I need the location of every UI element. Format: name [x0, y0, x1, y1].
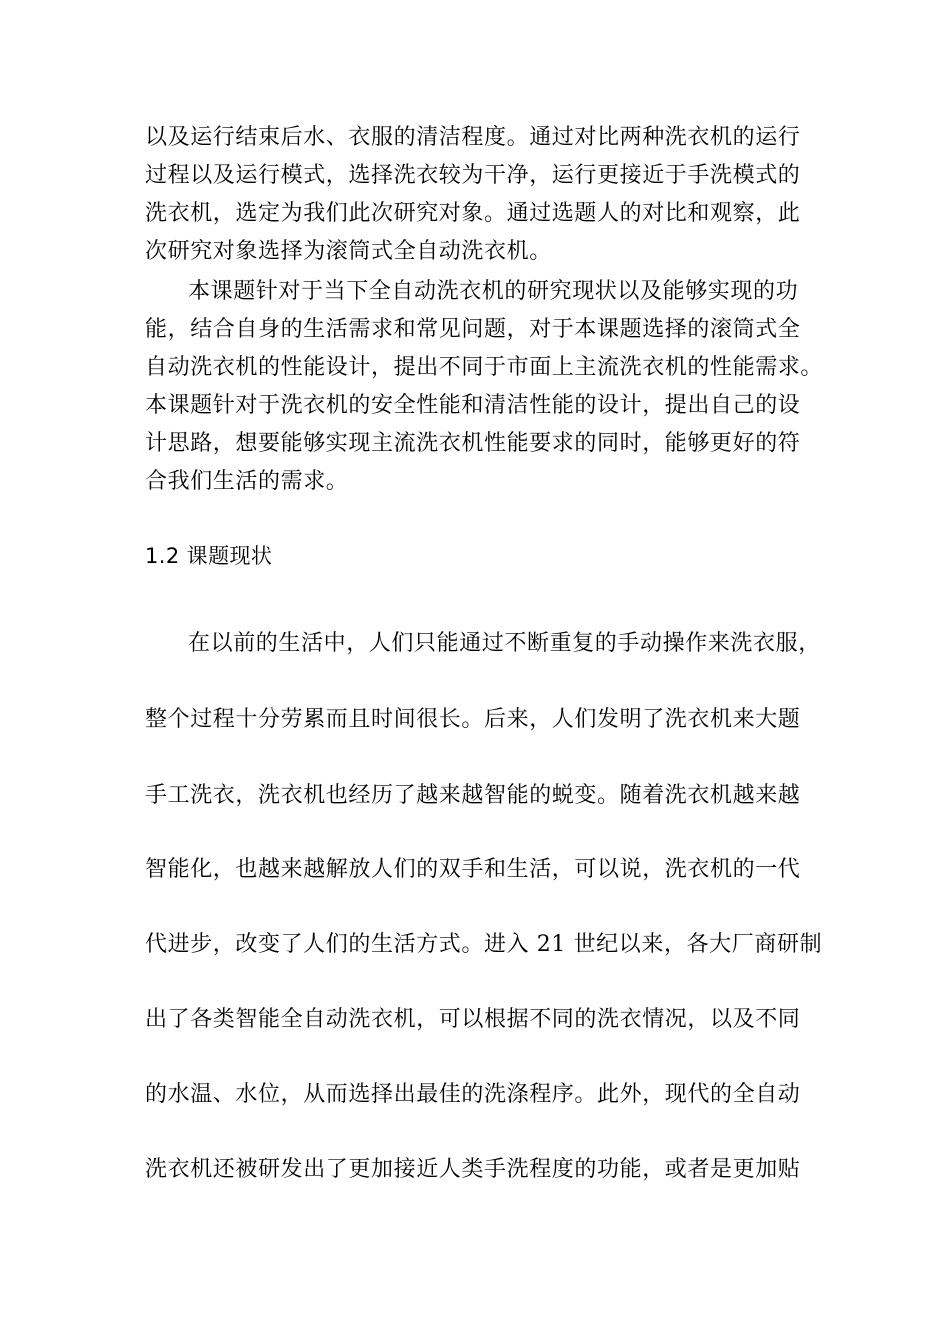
paragraph-2-line-5: 计思路，想要能够实现主流洗衣机性能要求的同时，能够更好的符 [145, 431, 801, 456]
paragraph-3-line-5: 代进步，改变了人们的生活方式。进入 21 世纪以来，各大厂商研制 [145, 932, 823, 957]
paragraph-3-line-6: 出了各类智能全自动洗衣机，可以根据不同的洗衣情况，以及不同 [145, 1007, 801, 1032]
paragraph-3-line-7: 的水温、水位，从而选择出最佳的洗涤程序。此外，现代的全自动 [145, 1082, 801, 1107]
paragraph-3-line-8: 洗衣机还被研发出了更加接近人类手洗程度的功能，或者是更加贴 [145, 1157, 801, 1182]
paragraph-3-line-1: 在以前的生活中，人们只能通过不断重复的手动操作来洗衣服， [188, 631, 821, 656]
paragraph-1-line-4: 次研究对象选择为滚筒式全自动洗衣机。 [145, 239, 552, 264]
paragraph-1-line-2: 过程以及运行模式，选择洗衣较为干净，运行更接近于手洗模式的 [145, 163, 801, 188]
section-heading: 1.2 课题现状 [145, 544, 273, 568]
paragraph-2-line-1: 本课题针对于当下全自动洗衣机的研究现状以及能够实现的功 [188, 279, 799, 304]
paragraph-3-line-2: 整个过程十分劳累而且时间很长。后来，人们发明了洗衣机来大题 [145, 707, 801, 732]
paragraph-2-line-2: 能，结合自身的生活需求和常见问题，对于本课题选择的滚筒式全 [145, 317, 801, 342]
paragraph-1-line-1: 以及运行结束后水、衣服的清洁程度。通过对比两种洗衣机的运行 [145, 125, 801, 150]
paragraph-3-line-3: 手工洗衣，洗衣机也经历了越来越智能的蜕变。随着洗衣机越来越 [145, 783, 801, 808]
paragraph-2-line-3: 自动洗衣机的性能设计，提出不同于市面上主流洗衣机的性能需求。 [145, 355, 824, 380]
paragraph-2-line-4: 本课题针对于洗衣机的安全性能和清洁性能的设计，提出自己的设 [145, 393, 801, 418]
paragraph-1-line-3: 洗衣机，选定为我们此次研究对象。通过选题人的对比和观察，此 [145, 201, 801, 226]
paragraph-3-line-4: 智能化，也越来越解放人们的双手和生活，可以说，洗衣机的一代 [145, 857, 801, 882]
paragraph-2-line-6: 合我们生活的需求。 [145, 469, 349, 494]
